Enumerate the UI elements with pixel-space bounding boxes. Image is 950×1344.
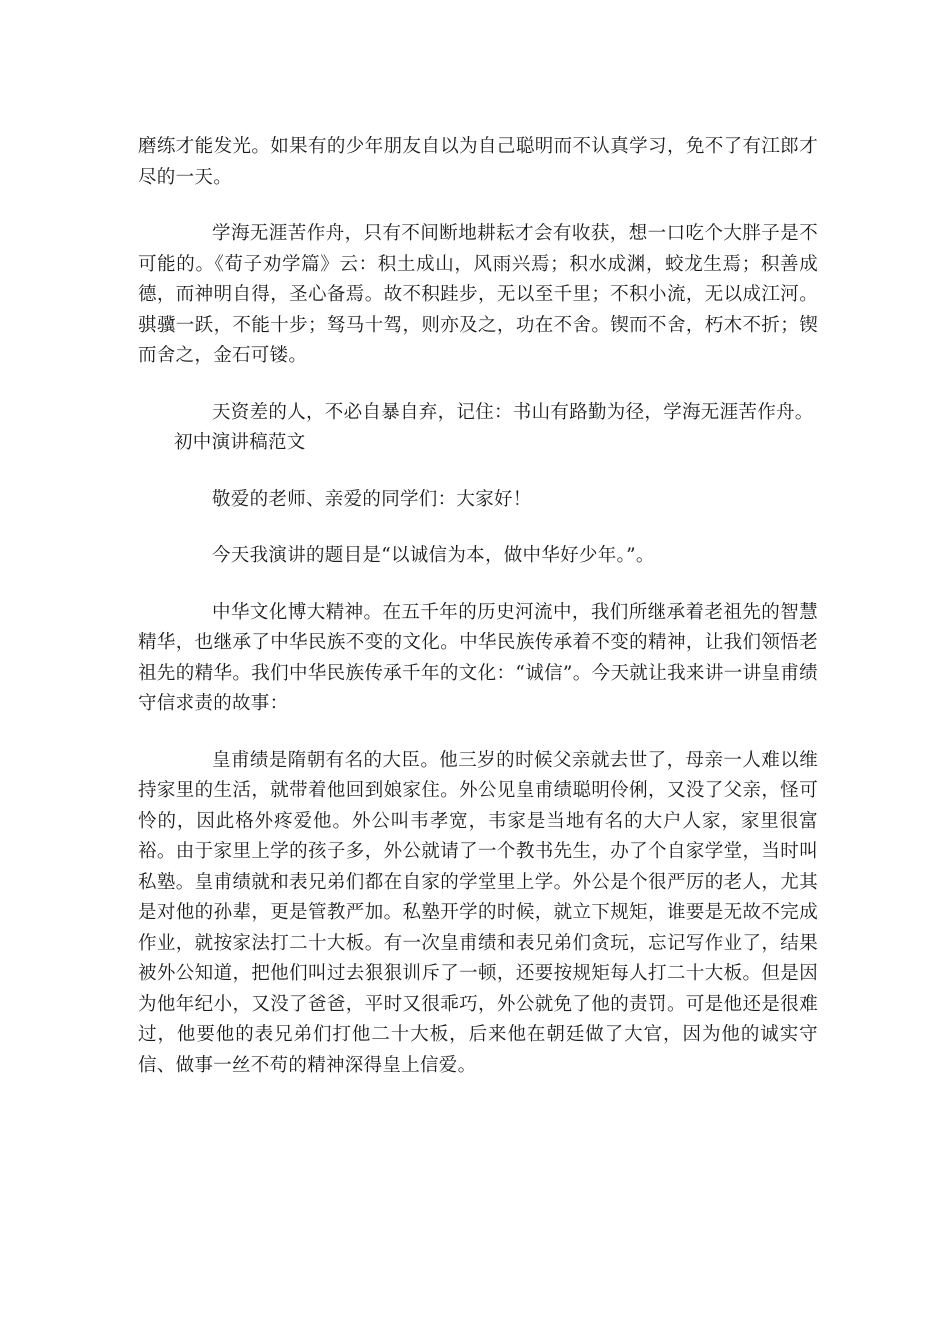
paragraph-story: 皇甫绩是隋朝有名的大臣。他三岁的时候父亲就去世了，母亲一人难以维持家里的生活，就带着他回到娘家住。外公见皇甫绩聪明伶俐，又没了父亲，怪可怜的，因此格外疼爱他。外公叫韦孝宽，韦家是当地有名的大户人家，家里很富裕。由于家里上学的孩子多，外公就请了一个教书先生，办了个自家学堂，当时叫私塾。皇甫绩就和表兄弟们都在自家的学堂里上学。外公是个很严厉的老人，尤其是对他的孙辈，更是管教严加。私塾开学的时候，就立下规矩，谁要是无故不完成作业，就按家法打二十大板。有一次皇甫绩和表兄弟们贪玩，忘记写作业了，结果被外公知道，把他们叫过去狠狠训斥了一顿，还要按规矩每人打二十大板。但是因为他年纪小，又没了爸爸，平时又很乖巧，外公就免了他的责罚。可是他还是很难过，他要他的表兄弟们打他二十大板，后来他在朝廷做了大官，因为他的诚实守信、做事一丝不苟的精神深得皇上信爱。 xyxy=(138,749,818,1076)
paragraph-topic: 今天我演讲的题目是“以诚信为本，做中华好少年。”。 xyxy=(212,545,655,566)
paragraph-continuation: 磨练才能发光。如果有的少年朋友自以为自己聪明而不认真学习，免不了有江郎才尽的一天。 xyxy=(138,136,818,188)
paragraph-xuehai: 学海无涯苦作舟，只有不间断地耕耘才会有收获，想一口吃个大胖子是不可能的。《荀子劝学篇》云：积土成山，风雨兴焉；积水成渊，蛟龙生焉；积善成德，而神明自得，圣心备焉。故不积跬步，无以至千里；不积小流，无以成江河。骐骥一跃，不能十步；驽马十驾，则亦及之，功在不舍。锲而不舍，朽木不折；锲而舍之，金石可镂。 xyxy=(138,223,818,366)
section-title: 初中演讲稿范文 xyxy=(174,432,306,453)
document-page xyxy=(138,132,818,1081)
paragraph-culture: 中华文化博大精神。在五千年的历史河流中，我们所继承着老祖先的智慧精华，也继承了中华民族不变的文化。中华民族传承着不变的精神，让我们领悟老祖先的精华。我们中华民族传承千年的文化：“诚信”。今天就让我来讲一讲皇甫绩守信求责的故事： xyxy=(138,601,818,714)
paragraph-tianzi: 天资差的人，不必自暴自弃，记住：书山有路勤为径，学海无涯苦作舟。 xyxy=(212,401,814,423)
paragraph-greeting: 敬爱的老师、亲爱的同学们：大家好！ xyxy=(212,488,532,510)
